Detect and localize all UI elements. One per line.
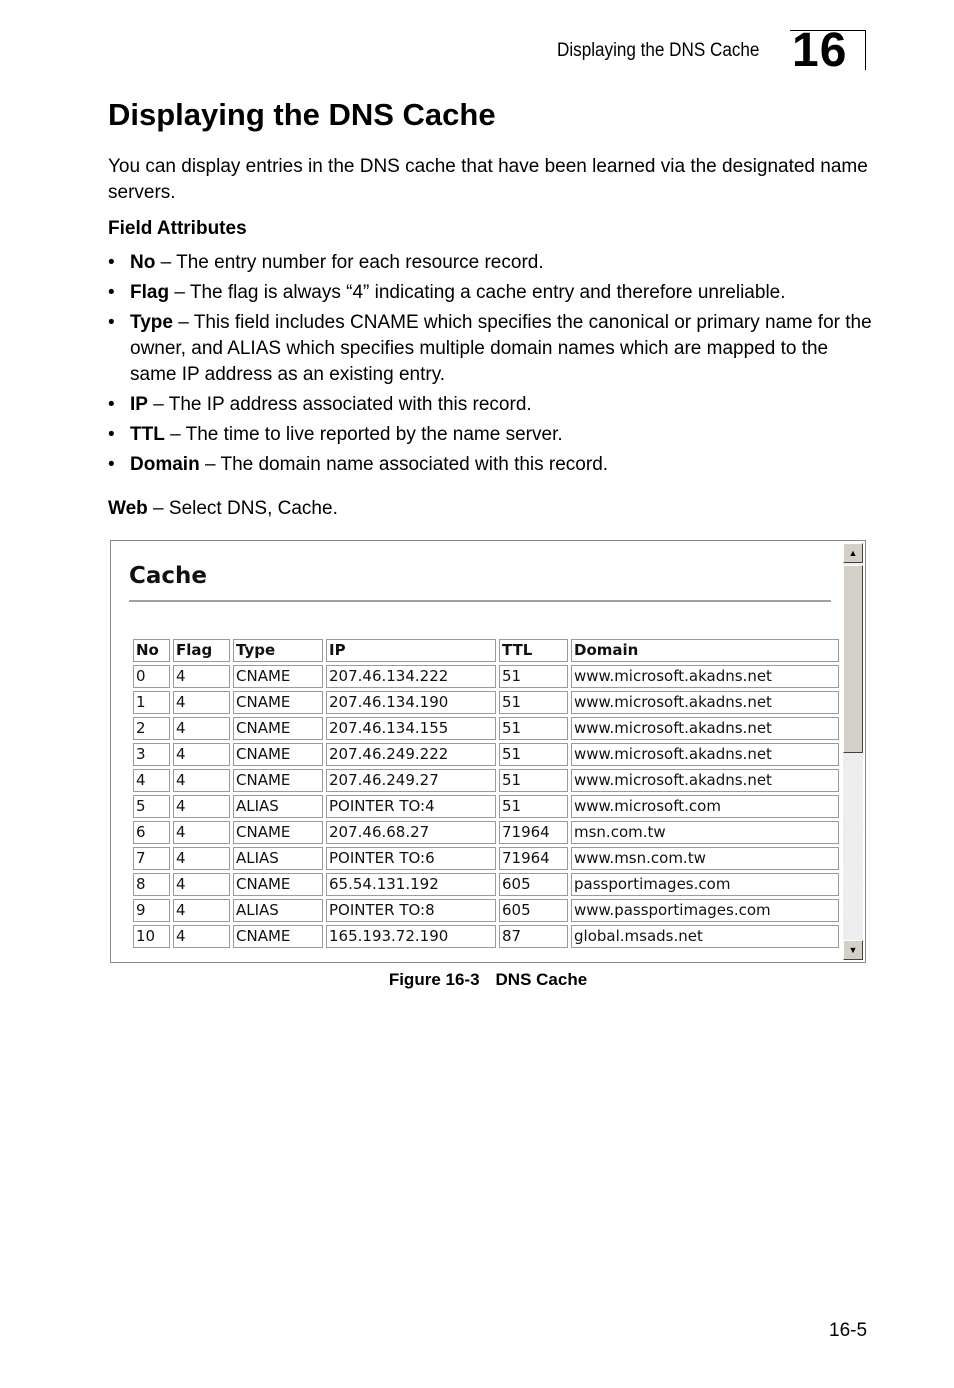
- table-row: [133, 821, 839, 844]
- table-cell: 207.46.249.27: [326, 769, 496, 792]
- bullet: •: [108, 312, 115, 333]
- attribute-desc: – The domain name associated with this record.: [199, 454, 609, 475]
- table-row: [133, 899, 839, 922]
- table-cell: 0: [133, 665, 170, 688]
- list-item: [108, 280, 878, 306]
- table-cell: 51: [499, 743, 568, 766]
- attribute-desc: – The flag is always “4” indicating a cache entry and therefore unreliable.: [169, 282, 786, 303]
- table-row: [133, 665, 839, 688]
- scroll-up-icon[interactable]: ▲: [843, 543, 863, 563]
- table-cell: CNAME: [233, 717, 323, 740]
- field-attributes-heading: Field Attributes: [108, 218, 247, 239]
- table-cell: 51: [499, 717, 568, 740]
- attribute-term: No: [130, 252, 156, 273]
- column-header-ttl: TTL: [499, 639, 568, 662]
- list-item: [108, 310, 878, 388]
- table-cell: 4: [173, 795, 230, 818]
- attribute-term: Flag: [130, 282, 170, 303]
- list-item: [108, 392, 878, 418]
- table-cell: 4: [133, 769, 170, 792]
- table-row: [133, 691, 839, 714]
- table-cell: 4: [173, 717, 230, 740]
- scroll-down-icon[interactable]: ▼: [843, 940, 863, 960]
- figure-caption-text: DNS Cache: [495, 970, 588, 989]
- figure-caption: [0, 970, 954, 990]
- table-cell: 207.46.134.190: [326, 691, 496, 714]
- chapter-number: 16: [792, 24, 848, 77]
- bullet: •: [108, 394, 115, 415]
- table-cell: 207.46.68.27: [326, 821, 496, 844]
- table-cell: 4: [173, 743, 230, 766]
- list-item: [108, 422, 878, 448]
- table-cell: www.passportimages.com: [571, 899, 839, 922]
- table-cell: global.msads.net: [571, 925, 839, 948]
- table-row: [133, 847, 839, 870]
- column-header-ip: IP: [326, 639, 496, 662]
- table-header-row: [133, 639, 839, 662]
- dns-cache-screenshot: [110, 540, 866, 963]
- attribute-desc: – The IP address associated with this record.: [147, 394, 532, 415]
- table-cell: 207.46.134.222: [326, 665, 496, 688]
- bullet: •: [108, 252, 115, 273]
- cache-page-title: Cache: [129, 563, 208, 589]
- table-cell: 51: [499, 769, 568, 792]
- table-cell: 71964: [499, 821, 568, 844]
- table-cell: passportimages.com: [571, 873, 839, 896]
- table-cell: POINTER TO:6: [326, 847, 496, 870]
- table-cell: 4: [173, 769, 230, 792]
- table-cell: 6: [133, 821, 170, 844]
- table-row: [133, 717, 839, 740]
- list-item: [108, 250, 878, 276]
- table-cell: www.microsoft.akadns.net: [571, 769, 839, 792]
- table-cell: CNAME: [233, 665, 323, 688]
- table-cell: 207.46.134.155: [326, 717, 496, 740]
- table-cell: 65.54.131.192: [326, 873, 496, 896]
- table-cell: CNAME: [233, 769, 323, 792]
- table-cell: CNAME: [233, 821, 323, 844]
- attribute-desc: – This field includes CNAME which specifies the canonical or primary name for the owner, and ALIAS which specifies multiple domain names which are mapped to the same IP address as an existing entry.: [130, 312, 872, 385]
- table-cell: 1: [133, 691, 170, 714]
- table-cell: www.microsoft.com: [571, 795, 839, 818]
- table-row: [133, 795, 839, 818]
- table-cell: 4: [173, 665, 230, 688]
- table-cell: 51: [499, 795, 568, 818]
- attribute-term: IP: [130, 394, 148, 415]
- page-number: 16-5: [829, 1320, 868, 1341]
- table-row: [133, 873, 839, 896]
- table-cell: 9: [133, 899, 170, 922]
- attribute-term: Domain: [130, 454, 200, 475]
- figure-label: Figure 16-3: [388, 970, 480, 989]
- table-cell: 3: [133, 743, 170, 766]
- table-cell: 4: [173, 925, 230, 948]
- table-cell: CNAME: [233, 691, 323, 714]
- table-cell: 4: [173, 691, 230, 714]
- table-cell: 4: [173, 847, 230, 870]
- vertical-scrollbar[interactable]: [843, 543, 863, 960]
- table-cell: ALIAS: [233, 847, 323, 870]
- table-row: [133, 769, 839, 792]
- intro-paragraph: You can display entries in the DNS cache that have been learned via the designated name servers.: [108, 156, 868, 203]
- table-body: [133, 665, 839, 948]
- table-cell: POINTER TO:8: [326, 899, 496, 922]
- attribute-desc: – The time to live reported by the name server.: [164, 424, 563, 445]
- table-cell: 4: [173, 899, 230, 922]
- bullet: •: [108, 454, 115, 475]
- table-cell: 605: [499, 873, 568, 896]
- web-instruction: [108, 498, 338, 520]
- table-cell: 10: [133, 925, 170, 948]
- table-cell: 165.193.72.190: [326, 925, 496, 948]
- bullet: •: [108, 424, 115, 445]
- table-cell: 87: [499, 925, 568, 948]
- table-cell: 8: [133, 873, 170, 896]
- field-attributes-list: [108, 250, 878, 482]
- table-cell: ALIAS: [233, 899, 323, 922]
- table-cell: 207.46.249.222: [326, 743, 496, 766]
- bullet: •: [108, 282, 115, 303]
- table-cell: 4: [173, 873, 230, 896]
- column-header-type: Type: [233, 639, 323, 662]
- web-desc: – Select DNS, Cache.: [147, 498, 338, 519]
- table-cell: msn.com.tw: [571, 821, 839, 844]
- scrollbar-thumb[interactable]: [843, 565, 863, 753]
- table-cell: 4: [173, 821, 230, 844]
- screenshot-content: [111, 541, 843, 962]
- table-cell: www.microsoft.akadns.net: [571, 691, 839, 714]
- table-cell: www.microsoft.akadns.net: [571, 743, 839, 766]
- dns-cache-table: [130, 636, 842, 951]
- attribute-desc: – The entry number for each resource record.: [155, 252, 544, 273]
- table-cell: www.microsoft.akadns.net: [571, 717, 839, 740]
- table-cell: 2: [133, 717, 170, 740]
- table-cell: 51: [499, 691, 568, 714]
- running-head-title: Displaying the DNS Cache: [557, 40, 760, 61]
- table-cell: ALIAS: [233, 795, 323, 818]
- table-cell: CNAME: [233, 743, 323, 766]
- list-item: [108, 452, 878, 478]
- attribute-term: TTL: [130, 424, 165, 445]
- table-cell: CNAME: [233, 925, 323, 948]
- table-row: [133, 925, 839, 948]
- table-cell: www.msn.com.tw: [571, 847, 839, 870]
- table-cell: CNAME: [233, 873, 323, 896]
- table-cell: 605: [499, 899, 568, 922]
- web-term: Web: [108, 498, 148, 519]
- table-cell: 7: [133, 847, 170, 870]
- table-cell: 71964: [499, 847, 568, 870]
- table-cell: POINTER TO:4: [326, 795, 496, 818]
- column-header-flag: Flag: [173, 639, 230, 662]
- table-cell: www.microsoft.akadns.net: [571, 665, 839, 688]
- table-row: [133, 743, 839, 766]
- table-cell: 51: [499, 665, 568, 688]
- attribute-term: Type: [130, 312, 173, 333]
- section-title: Displaying the DNS Cache: [108, 97, 496, 132]
- column-header-no: No: [133, 639, 170, 662]
- table-cell: 5: [133, 795, 170, 818]
- column-header-domain: Domain: [571, 639, 839, 662]
- title-divider: [129, 600, 831, 603]
